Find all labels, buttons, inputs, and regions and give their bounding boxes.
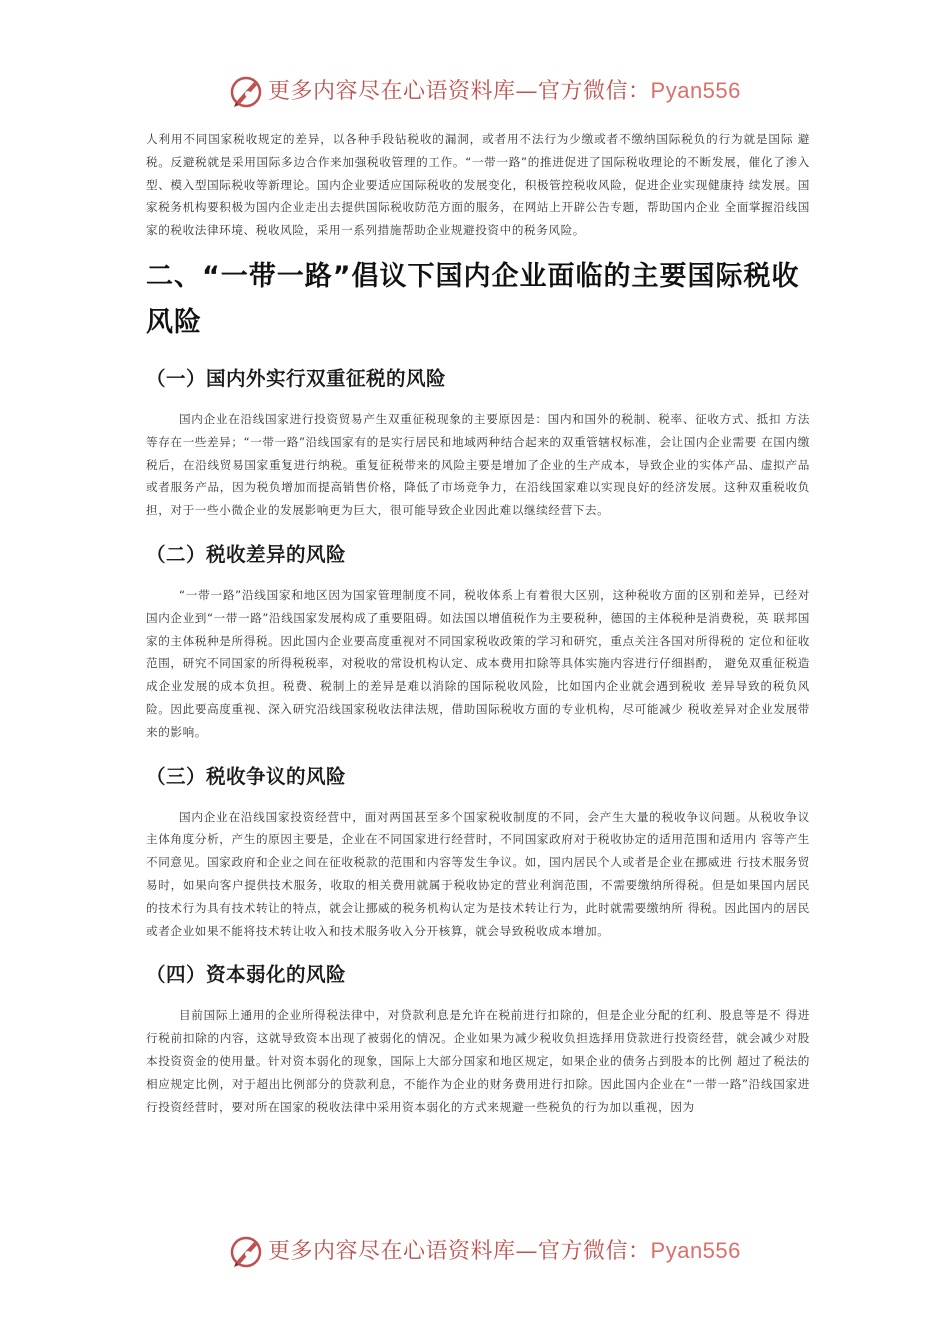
pen-logo-icon	[228, 74, 264, 110]
section-body-1: 国内企业在沿线国家进行投资贸易产生双重征税现象的主要原因是：国内和国外的税制、税率、征收方式、抵扣 方法等存在一些差异；“一带一路”沿线国家有的是实行居民和地域两种结合起来的双重管辖权标准，会让国内企业需要 在国内缴税后，在沿线贸易国家重复进行纳税。重复征税带来的风险主要是增加了企业的生产成本，导致企业的实体产品、虚拟产品或者服务产品，因为税负增加而提高销售价格，降低了市场竞争力，在沿线国家难以实现良好的经济发展。这种双重税收负担，对于一些小微企业的发展影响更为巨大，很可能导致企业因此难以继续经营下去。	[146, 411, 810, 518]
banner-wechat-label: 官方微信：	[538, 1239, 651, 1264]
banner-main-text: 更多内容尽在心语资料库	[268, 1239, 516, 1264]
header-banner	[0, 72, 950, 112]
intro-paragraph: 人利用不同国家税收规定的差异，以各种手段钻税收的漏洞，或者用不法行为少缴或者不缴纳国际税负的行为就是国际 避税。反避税就是采用国际多边合作来加强税收管理的工作。“一带一路”的推进促进了国际税收理论的不断发展，催化了渗入型、模入型国际税收等新理论。国内企业要适应国际税收的发展变化，积极管控税收风险，促进企业实现健康持 续发展。国家税务机构要积极为国内企业走出去提供国际税收防范方面的服务，在网站上开辟公告专题，帮助国内企业 全面掌握沿线国家的税收法律环境、税收风险，采用一系列措施帮助企业规避投资中的税务风险。	[146, 132, 810, 238]
document-body	[146, 128, 810, 1118]
footer-banner	[0, 1232, 950, 1272]
banner-wechat-id: Pyan556	[650, 78, 741, 103]
section-heading-2: （二）税收差异的风险	[146, 542, 347, 566]
section-heading-3: （三）税收争议的风险	[146, 764, 347, 788]
banner-dash: —	[515, 1239, 539, 1264]
banner-wechat-label: 官方微信：	[538, 79, 651, 104]
section-body-4: 目前国际上通用的企业所得税法律中，对贷款利息是允许在税前进行扣除的，但是企业分配的红利、股息等是不 得进行税前扣除的内容，这就导致资本出现了被弱化的情况。企业如果为减少税收负担选择用贷款进行投资经营，就会减少对股本投资资金的使用量。针对资本弱化的现象，国际上大部分国家和地区规定，如果企业的债务占到股本的比例 超过了税法的相应规定比例，对于超出比例部分的贷款利息，不能作为企业的财务费用进行扣除。因此国内企业在“一带一路”沿线国家进行投资经营时，要对所在国家的税收法律中采用资本弱化的方式来规避一些税负的行为加以重视，因为	[146, 1008, 810, 1114]
header-banner-text	[268, 76, 741, 107]
pen-logo-icon	[228, 1234, 264, 1270]
section-heading-4: （四）资本弱化的风险	[146, 963, 347, 987]
footer-banner-text	[268, 1236, 741, 1267]
chapter-title: 二、“一带一路”倡议下国内企业面临的主要国际税收风险	[146, 260, 800, 338]
banner-wechat-id: Pyan556	[650, 1238, 741, 1263]
banner-dash: —	[515, 79, 539, 104]
banner-main-text: 更多内容尽在心语资料库	[268, 79, 516, 104]
section-heading-1: （一）国内外实行双重征税的风险	[146, 366, 447, 390]
section-body-2: “一带一路”沿线国家和地区因为国家管理制度不同，税收体系上有着很大区别，这种税收方面的区别和差异，已经对国内企业到“一带一路”沿线国家发展构成了重要阻碍。如法国以增值税作为主要税种，德国的主体税种是消费税，英 联邦国家的主体税种是所得税。因此国内企业要高度重视对不同国家税收政策的学习和研究，重点关注各国对所得税的 定位和征收范围，研究不同国家的所得税税率，对税收的常设机构认定、成本费用扣除等具体实施内容进行仔细斟酌， 避免双重征税造成企业发展的成本负担。税费、税制上的差异是难以消除的国际税收风险，比如国内企业就会遇到税收 差异导致的税负风险。因此要高度重视、深入研究沿线国家税收法律法规，借助国际税收方面的专业机构，尽可能减少 税收差异对企业发展带来的影响。	[146, 587, 810, 739]
section-body-3: 国内企业在沿线国家投资经营中，面对两国甚至多个国家税收制度的不同，会产生大量的税收争议问题。从税收争议主体角度分析，产生的原因主要是，企业在不同国家进行经营时，不同国家政府对于税收协定的适用范围和适用内 容等产生不同意见。国家政府和企业之间在征收税款的范围和内容等发生争议。如，国内居民个人或者是企业在挪威进 行技术服务贸易时，如果向客户提供技术服务，收取的相关费用就属于税收协定的营业利润范围，不需要缴纳所得税。但是如果国内居民的技术行为具有技术转让的特点，就会让挪威的税务机构认定为是技术转让行为，此时就需要缴纳所 得税。因此国内的居民或者企业如果不能将技术转让收入和技术服务收入分开核算，就会导致税收成本增加。	[146, 809, 810, 938]
